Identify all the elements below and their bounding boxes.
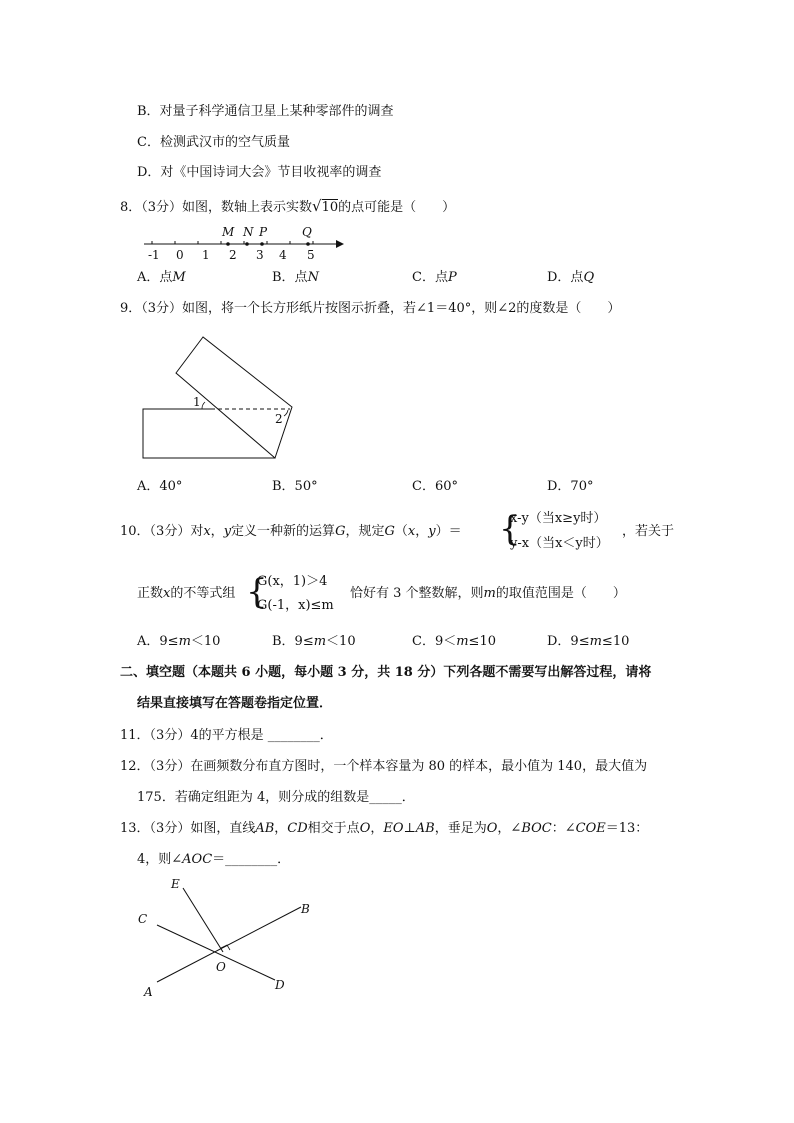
label-b: B — [301, 902, 310, 916]
sqrt-symbol: √ — [312, 197, 322, 215]
label-c: C — [138, 912, 148, 926]
section2-heading-line2: 结果直接填写在答题卷指定位置． — [137, 696, 333, 711]
ray-oe — [183, 888, 223, 952]
q9-stem: 9．（3分）如图，将一个长方形纸片按图示折叠，若∠1＝40°，则∠2的度数是（ ） — [120, 301, 621, 316]
q10-option-b: B．9≤m＜10 — [272, 634, 356, 649]
q10-option-c: C．9＜m≤10 — [412, 634, 496, 649]
tick-label-0: 0 — [176, 248, 184, 262]
q12-line2: 175．若确定组距为 4，则分成的组数是_____． — [137, 790, 415, 805]
point-q-label: Q — [302, 225, 312, 239]
arrow-head-icon — [336, 240, 344, 248]
q7-option-d: D．对《中国诗词大会》节目收视率的调查 — [137, 165, 382, 180]
tick-label-4: 4 — [279, 248, 287, 262]
q9-option-b: B．50° — [272, 479, 318, 494]
q8-prefix: 8．（3分）如图，数轴上表示实数 — [120, 200, 313, 215]
line-ab — [157, 907, 301, 982]
q8-option-d: D．点Q — [547, 270, 595, 285]
tick-label-1: 1 — [202, 248, 210, 262]
q10-option-d: D．9≤m≤10 — [547, 634, 630, 649]
rectangle-lower-part — [143, 409, 275, 458]
q10-ineq2: G(-1，x)≤m — [257, 598, 334, 613]
q9-option-d: D．70° — [547, 479, 594, 494]
q10-case2: y-x（当x＜y时） — [510, 536, 609, 551]
q13-line2: 4，则∠AOC＝________． — [137, 852, 291, 867]
folded-paper-figure — [138, 330, 308, 465]
section2-heading-line1: 二、填空题（本题共 6 小题，每小题 3 分，共 18 分）下列各题不需要写出解答过程，请将 — [120, 665, 652, 680]
q8-suffix: 的点可能是（ ） — [338, 200, 456, 215]
q8-radicand: 10 — [321, 200, 339, 215]
q8-option-b: B．点N — [272, 270, 319, 285]
tick-label-2: 2 — [229, 248, 237, 262]
q9-option-a: A．40° — [137, 479, 183, 494]
label-o: O — [216, 960, 226, 974]
angle-1-arc — [202, 402, 205, 409]
point-n-dot — [245, 242, 249, 246]
q8-stem — [120, 197, 455, 217]
angle-1-label: 1 — [193, 395, 201, 409]
intersecting-lines-figure — [135, 870, 325, 1000]
point-n-label: N — [243, 225, 254, 239]
q9-option-c: C．60° — [412, 479, 458, 494]
tick-label-neg1: -1 — [148, 248, 160, 262]
q10-line1-right: ，若关于 — [622, 524, 675, 539]
angle-2-arc — [284, 410, 288, 416]
q10-ineq1: G(x，1)＞4 — [257, 574, 328, 589]
number-line-figure — [138, 222, 350, 262]
point-m-dot — [226, 242, 230, 246]
right-angle-mark — [221, 945, 230, 950]
q11-text: 11．（3分）4的平方根是 ________． — [120, 728, 333, 743]
label-d: D — [275, 978, 285, 992]
q10-option-a: A．9≤m＜10 — [137, 634, 221, 649]
point-p-dot — [260, 242, 264, 246]
label-a: A — [144, 985, 153, 999]
q13-line1: 13．（3分）如图，直线AB，CD相交于点O，EO⊥AB，垂足为O，∠BOC：∠COE＝13： — [120, 821, 649, 836]
q10-system-brace: { — [246, 572, 268, 612]
q8-option-a: A．点M — [137, 270, 186, 285]
q8-option-c: C．点P — [412, 270, 457, 285]
q10-left-brace: { — [499, 509, 521, 549]
q12-line1: 12．（3分）在画频数分布直方图时，一个样本容量为 80 的样本，最小值为 140，最大值为 — [120, 759, 648, 774]
q10-line2-left: 正数x的不等式组 — [137, 586, 236, 601]
tick-label-5: 5 — [307, 248, 315, 262]
tick-label-3: 3 — [256, 248, 264, 262]
q10-line1-left: 10．（3分）对x，y定义一种新的运算G，规定G（x，y）＝ — [120, 524, 462, 539]
point-p-label: P — [259, 225, 268, 239]
point-m-label: M — [222, 225, 235, 239]
label-e: E — [171, 877, 180, 891]
q7-option-c: C．检测武汉市的空气质量 — [137, 135, 290, 150]
q7-option-b: B．对量子科学通信卫星上某种零部件的调查 — [137, 104, 394, 119]
point-q-dot — [306, 242, 310, 246]
angle-2-label: 2 — [275, 412, 283, 426]
q10-case1: x-y（当x≥y时） — [510, 511, 607, 526]
q10-line2-right: 恰好有 3 个整数解，则m的取值范围是（ ） — [350, 586, 626, 601]
